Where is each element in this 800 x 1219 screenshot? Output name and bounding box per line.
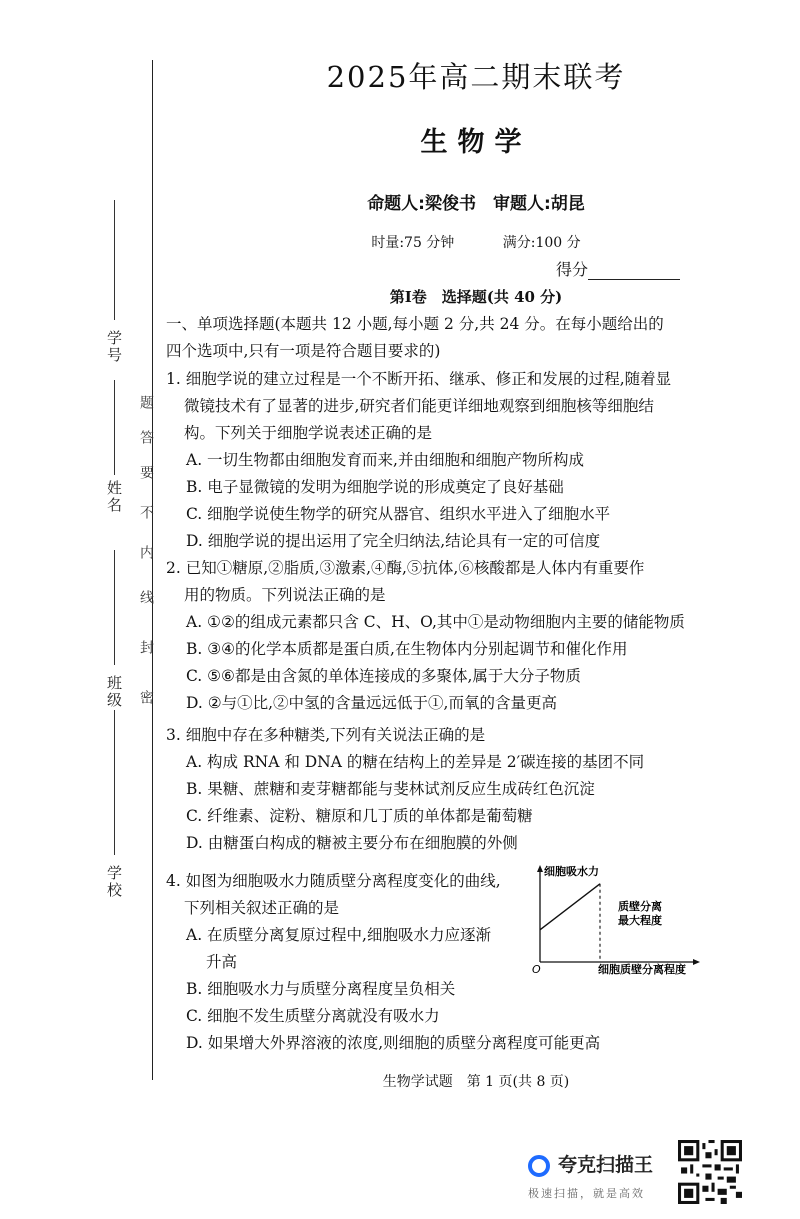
- question-3: [166, 722, 706, 857]
- option-c[interactable]: C. 纤维素、淀粉、糖原和几丁质的单体都是葡萄糖: [186, 807, 533, 825]
- full-score: 满分:100 分: [502, 235, 581, 251]
- instruction-line: 四个选项中,只有一项是符合题目要求的): [166, 342, 441, 360]
- option-a[interactable]: A. 在质壁分离复原过程中,细胞吸水力应逐渐: [186, 926, 491, 944]
- question-4-options: [166, 976, 706, 1057]
- class-label: 班级: [105, 675, 123, 709]
- option-b[interactable]: B. 电子显微镜的发明为细胞学说的形成奠定了良好基础: [186, 478, 564, 496]
- question-1: [166, 366, 706, 555]
- question-stem: 用的物质。下列说法正确的是: [184, 586, 386, 604]
- option-d[interactable]: D. 如果增大外界溶液的浓度,则细胞的质壁分离程度可能更高: [186, 1034, 601, 1052]
- question-stem: 3. 细胞中存在多种糖类,下列有关说法正确的是: [166, 726, 486, 744]
- question-2: [166, 555, 706, 717]
- option-d[interactable]: D. ②与①比,②中氢的含量远远低于①,而氧的含量更高: [186, 694, 557, 712]
- option-b[interactable]: B. 细胞吸水力与质壁分离程度呈负相关: [186, 980, 456, 998]
- absorption-curve: [540, 884, 600, 930]
- annotation-line: 质壁分离: [618, 900, 662, 913]
- annotation-line: 最大程度: [618, 914, 662, 927]
- subject-title: 生物学: [420, 127, 532, 158]
- name-field[interactable]: [114, 380, 115, 475]
- x-axis-label: 细胞质壁分离程度: [598, 963, 686, 976]
- score-field[interactable]: [588, 263, 680, 280]
- question-stem: 微镜技术有了显著的进步,研究者们能更详细地观察到细胞核等细胞结: [184, 397, 654, 415]
- time-info: [152, 232, 800, 252]
- question-stem: 4. 如图为细胞吸水力随质壁分离程度变化的曲线,: [166, 872, 501, 890]
- qr-code-icon[interactable]: [678, 1140, 742, 1204]
- x-axis-arrow: [693, 959, 700, 965]
- score-box: [556, 257, 680, 280]
- time-limit: 时量:75 分钟: [371, 235, 455, 251]
- origin-label: O: [532, 963, 541, 976]
- school-field[interactable]: [114, 710, 115, 855]
- option-a[interactable]: A. ①②的组成元素都只含 C、H、O,其中①是动物细胞内主要的储能物质: [186, 613, 685, 631]
- option-a[interactable]: A. 构成 RNA 和 DNA 的糖在结构上的差异是 2′碳连接的基团不同: [186, 753, 645, 771]
- name-label: 姓名: [105, 480, 123, 514]
- seal-char: 要: [138, 465, 154, 479]
- y-axis-label: 细胞吸水力: [544, 865, 599, 878]
- authors-line: 命题人:梁俊书 审题人:胡昆: [367, 194, 585, 214]
- seal-char: 密: [138, 690, 154, 704]
- class-field[interactable]: [114, 550, 115, 665]
- page-footer: 生物学试题 第 1 页(共 8 页): [382, 1074, 570, 1090]
- y-axis-arrow: [537, 865, 543, 872]
- water-absorption-chart: [530, 862, 705, 980]
- question-stem: 下列相关叙述正确的是: [184, 899, 340, 917]
- seal-char: 答: [138, 430, 154, 444]
- seal-char: 封: [138, 640, 154, 654]
- school-label: 学校: [105, 865, 123, 899]
- seal-char: 内: [138, 545, 154, 559]
- option-b[interactable]: B. ③④的化学本质都是蛋白质,在生物体内分别起调节和催化作用: [186, 640, 628, 658]
- score-label: 得分: [556, 260, 589, 279]
- option-c[interactable]: C. 细胞不发生质壁分离就没有吸水力: [186, 1007, 440, 1025]
- brand-slogan: 极速扫描，就是高效: [528, 1187, 645, 1200]
- option-c[interactable]: C. 细胞学说使生物学的研究从器官、组织水平进入了细胞水平: [186, 505, 611, 523]
- scanner-brand: [528, 1150, 653, 1177]
- question-stem: 1. 细胞学说的建立过程是一个不断开拓、继承、修正和发展的过程,随着显: [166, 370, 672, 388]
- exam-title: 2025年高二期末联考: [326, 60, 626, 94]
- student-id-field[interactable]: [114, 200, 115, 320]
- section-instruction: [166, 311, 706, 365]
- option-c[interactable]: C. ⑤⑥都是由含氮的单体连接成的多聚体,属于大分子物质: [186, 667, 581, 685]
- section-title: 第Ⅰ卷 选择题(共 40 分): [389, 288, 563, 306]
- option-d[interactable]: D. 由糖蛋白构成的糖被主要分布在细胞膜的外侧: [186, 834, 518, 852]
- option-a-cont: 升高: [206, 953, 238, 971]
- scanner-logo-icon: [528, 1155, 550, 1177]
- option-d[interactable]: D. 细胞学说的提出运用了完全归纳法,结论具有一定的可信度: [186, 532, 601, 550]
- brand-name: 夸克扫描王: [558, 1154, 654, 1176]
- option-b[interactable]: B. 果糖、蔗糖和麦芽糖都能与斐林试剂反应生成砖红色沉淀: [186, 780, 595, 798]
- seal-char: 不: [138, 505, 154, 519]
- question-stem: 2. 已知①糖原,②脂质,③激素,④酶,⑤抗体,⑥核酸都是人体内有重要作: [166, 559, 645, 577]
- seal-char: 线: [138, 590, 154, 604]
- question-stem: 构。下列关于细胞学说表述正确的是: [184, 424, 433, 442]
- instruction-line: 一、单项选择题(本题共 12 小题,每小题 2 分,共 24 分。在每小题给出的: [166, 315, 664, 333]
- option-a[interactable]: A. 一切生物都由细胞发育而来,并由细胞和细胞产物所构成: [186, 451, 584, 469]
- seal-char: 题: [138, 395, 154, 409]
- question-4: [166, 868, 536, 976]
- student-id-label: 学号: [105, 330, 123, 364]
